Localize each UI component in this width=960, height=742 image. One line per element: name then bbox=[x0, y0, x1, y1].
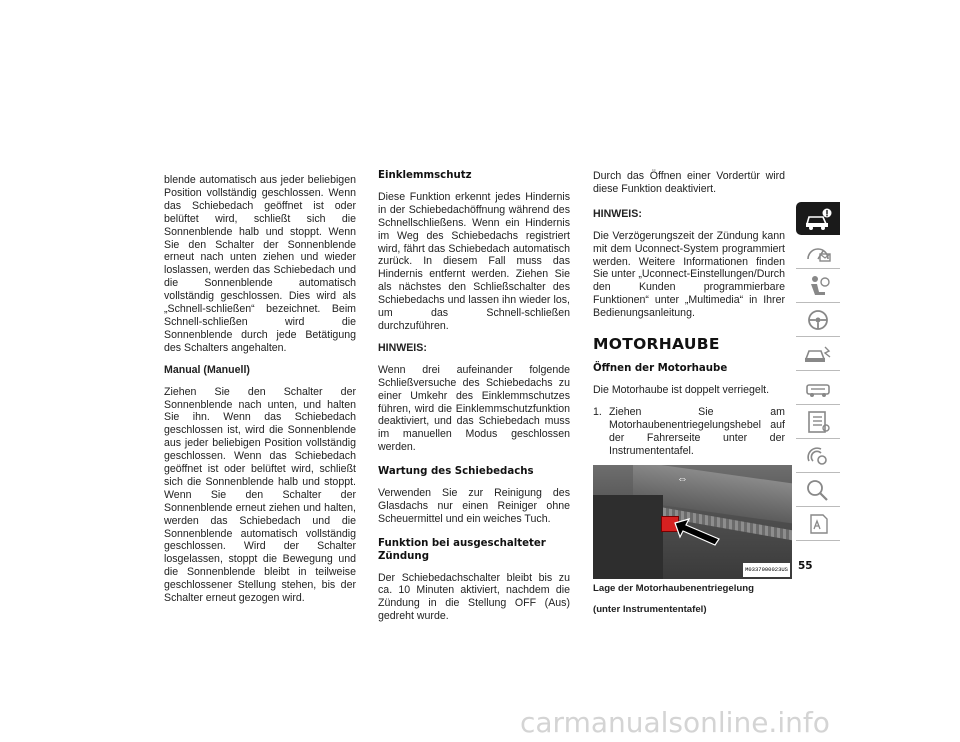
watermark-url: carmanualsonline.info bbox=[520, 706, 830, 739]
checklist-icon bbox=[803, 409, 833, 435]
tab-steering[interactable] bbox=[796, 303, 840, 337]
paragraph: Der Schiebedachschalter bleibt bis zu ca. 10 Minuten aktiviert, nachdem die Zündung in die Stellung OFF (Aus) gedreht wurde. bbox=[378, 571, 570, 623]
hood-icon: ⇔ bbox=[677, 473, 688, 486]
tab-index[interactable] bbox=[796, 473, 840, 507]
paragraph: Diese Funktion erkennt jedes Hindernis in der Schiebedachöffnung während des Schnellschließens. Wenn ein Hindernis im Weg des Schiebedachs registriert wird, fährt das Schiebedach automatisch zurück. In diesem Fall muss das Hindernis entfernt werden. Ziehen Sie als nächstes den Schließschalter des Schiebedachs und lassen ihn wieder los, um das Schnell-schließen durchzuführen. bbox=[378, 190, 570, 332]
multimedia-icon bbox=[803, 443, 833, 469]
paragraph: blende automatisch aus jeder beliebigen Position vollständig geschlossen. Wenn das Schiebedach geöffnet ist oder belüftet wird, schließt sich die Sonnenblende halb und stoppt. Wenn Sie den Schalter der Sonnenblende erneut nach unten ziehen und wieder loslassen, werden das Schiebedach und die Sonnenblende automatisch vollständig geschlossen. Dies wird als „Schnell-schließen“ bezeichnet. Beim Schnell-schließen wird die Sonnenblende durch jede Betätigung des Schalters angehalten. bbox=[164, 174, 356, 354]
subheading-manual: Manual (Manuell) bbox=[164, 363, 250, 376]
paragraph: Ziehen Sie den Schalter der Sonnenblende nach unten, und halten Sie ihn. Wenn das Schiebedach geschlossen ist, wird die Sonnenblende aus jeder beliebigen Position vollständig geschlossen. Wenn das Schiebedach geöffnet ist oder belüftet wird, schließt sich die Sonnenblende halb und stoppt. Wenn Sie den Schalter der Sonnenblende erneut ziehen und halten, werden das Schiebedach und die Sonnenblende automatisch vollständig geschlossen. Wird der Schalter losgelassen, stoppt die Bewegung und die Sonnenblende bleibt in teilweise geschlossener Stellung stehen, bis der Schalter erneut gezogen wird. bbox=[164, 385, 356, 605]
tab-safety[interactable] bbox=[796, 269, 840, 303]
paragraph: Verwenden Sie zur Reinigung des Glasdachs nur einen Reiniger ohne Scheuermittel und ein weiches Tuch. bbox=[378, 487, 570, 525]
list-number: 1. bbox=[593, 405, 602, 418]
list-item bbox=[593, 406, 785, 458]
paragraph: Die Motorhaube ist doppelt verriegelt. bbox=[593, 383, 770, 396]
tab-multimedia[interactable] bbox=[796, 439, 840, 473]
page-number: 55 bbox=[798, 560, 813, 572]
tab-car-info[interactable] bbox=[796, 202, 840, 235]
tab-specs[interactable] bbox=[796, 405, 840, 439]
heading-einklemmschutz: Einklemmschutz bbox=[378, 170, 472, 181]
note-text: Wenn drei aufeinander folgende Schließversuche des Schiebedachs zu einer Umkehr des Einklemmschutzes führen, wird die Einklemmschutzfunktion deaktiviert, und das Schiebedach muss im manuellen Modus geschlossen werden. bbox=[378, 363, 570, 454]
section-title: MOTORHAUBE bbox=[593, 335, 720, 354]
heading-wartung: Wartung des Schiebedachs bbox=[378, 466, 534, 478]
text-column-2 bbox=[378, 170, 570, 632]
note-label: HINWEIS: bbox=[593, 207, 642, 220]
heading-oeffnen: Öffnen der Motorhaube bbox=[593, 362, 728, 374]
pointer-arrow-icon bbox=[673, 517, 721, 547]
hood-release-photo bbox=[593, 465, 792, 579]
heading-zuendung: Funktion bei ausgeschalteter Zündung bbox=[378, 537, 546, 562]
photo-dash bbox=[593, 495, 663, 579]
tab-emergency[interactable] bbox=[796, 337, 840, 371]
tab-service[interactable] bbox=[796, 371, 840, 405]
text-column-1 bbox=[164, 174, 356, 614]
car-crash-icon bbox=[803, 341, 833, 367]
paragraph: Durch das Öffnen einer Vordertür wird diese Funktion deaktiviert. bbox=[593, 170, 785, 195]
tab-dashboard[interactable] bbox=[796, 235, 840, 269]
steering-wheel-icon bbox=[803, 307, 833, 333]
figure-caption-line1: Lage der Motorhaubenentriegelung bbox=[593, 583, 754, 595]
car-info-icon bbox=[803, 206, 833, 232]
chapter-tabs bbox=[796, 202, 842, 541]
note-label: HINWEIS: bbox=[378, 341, 427, 354]
dashboard-warning-icon bbox=[803, 239, 833, 265]
figure-caption-line2: (unter Instrumententafel) bbox=[593, 604, 707, 615]
language-abc-icon bbox=[803, 511, 833, 537]
list-text: Ziehen Sie am Motorhaubenentriegelungshebel auf der Fahrerseite unter der Instrumententafel. bbox=[609, 405, 785, 457]
note-text: Die Verzögerungszeit der Zündung kann mit dem Uconnect-System programmiert werden. Weitere Informationen finden Sie unter „Uconnect-Einstellungen/Durch den Kunden programmierbare Funktionen“ unter „Multimedia“ in Ihrer Bedienungsanleitung. bbox=[593, 229, 785, 320]
figure-code: M0337000023US bbox=[743, 563, 790, 578]
text-column-3 bbox=[593, 170, 788, 625]
magnifier-icon bbox=[803, 477, 833, 503]
tab-language[interactable] bbox=[796, 507, 840, 541]
car-service-icon bbox=[803, 375, 833, 401]
seat-safety-icon bbox=[803, 273, 833, 299]
